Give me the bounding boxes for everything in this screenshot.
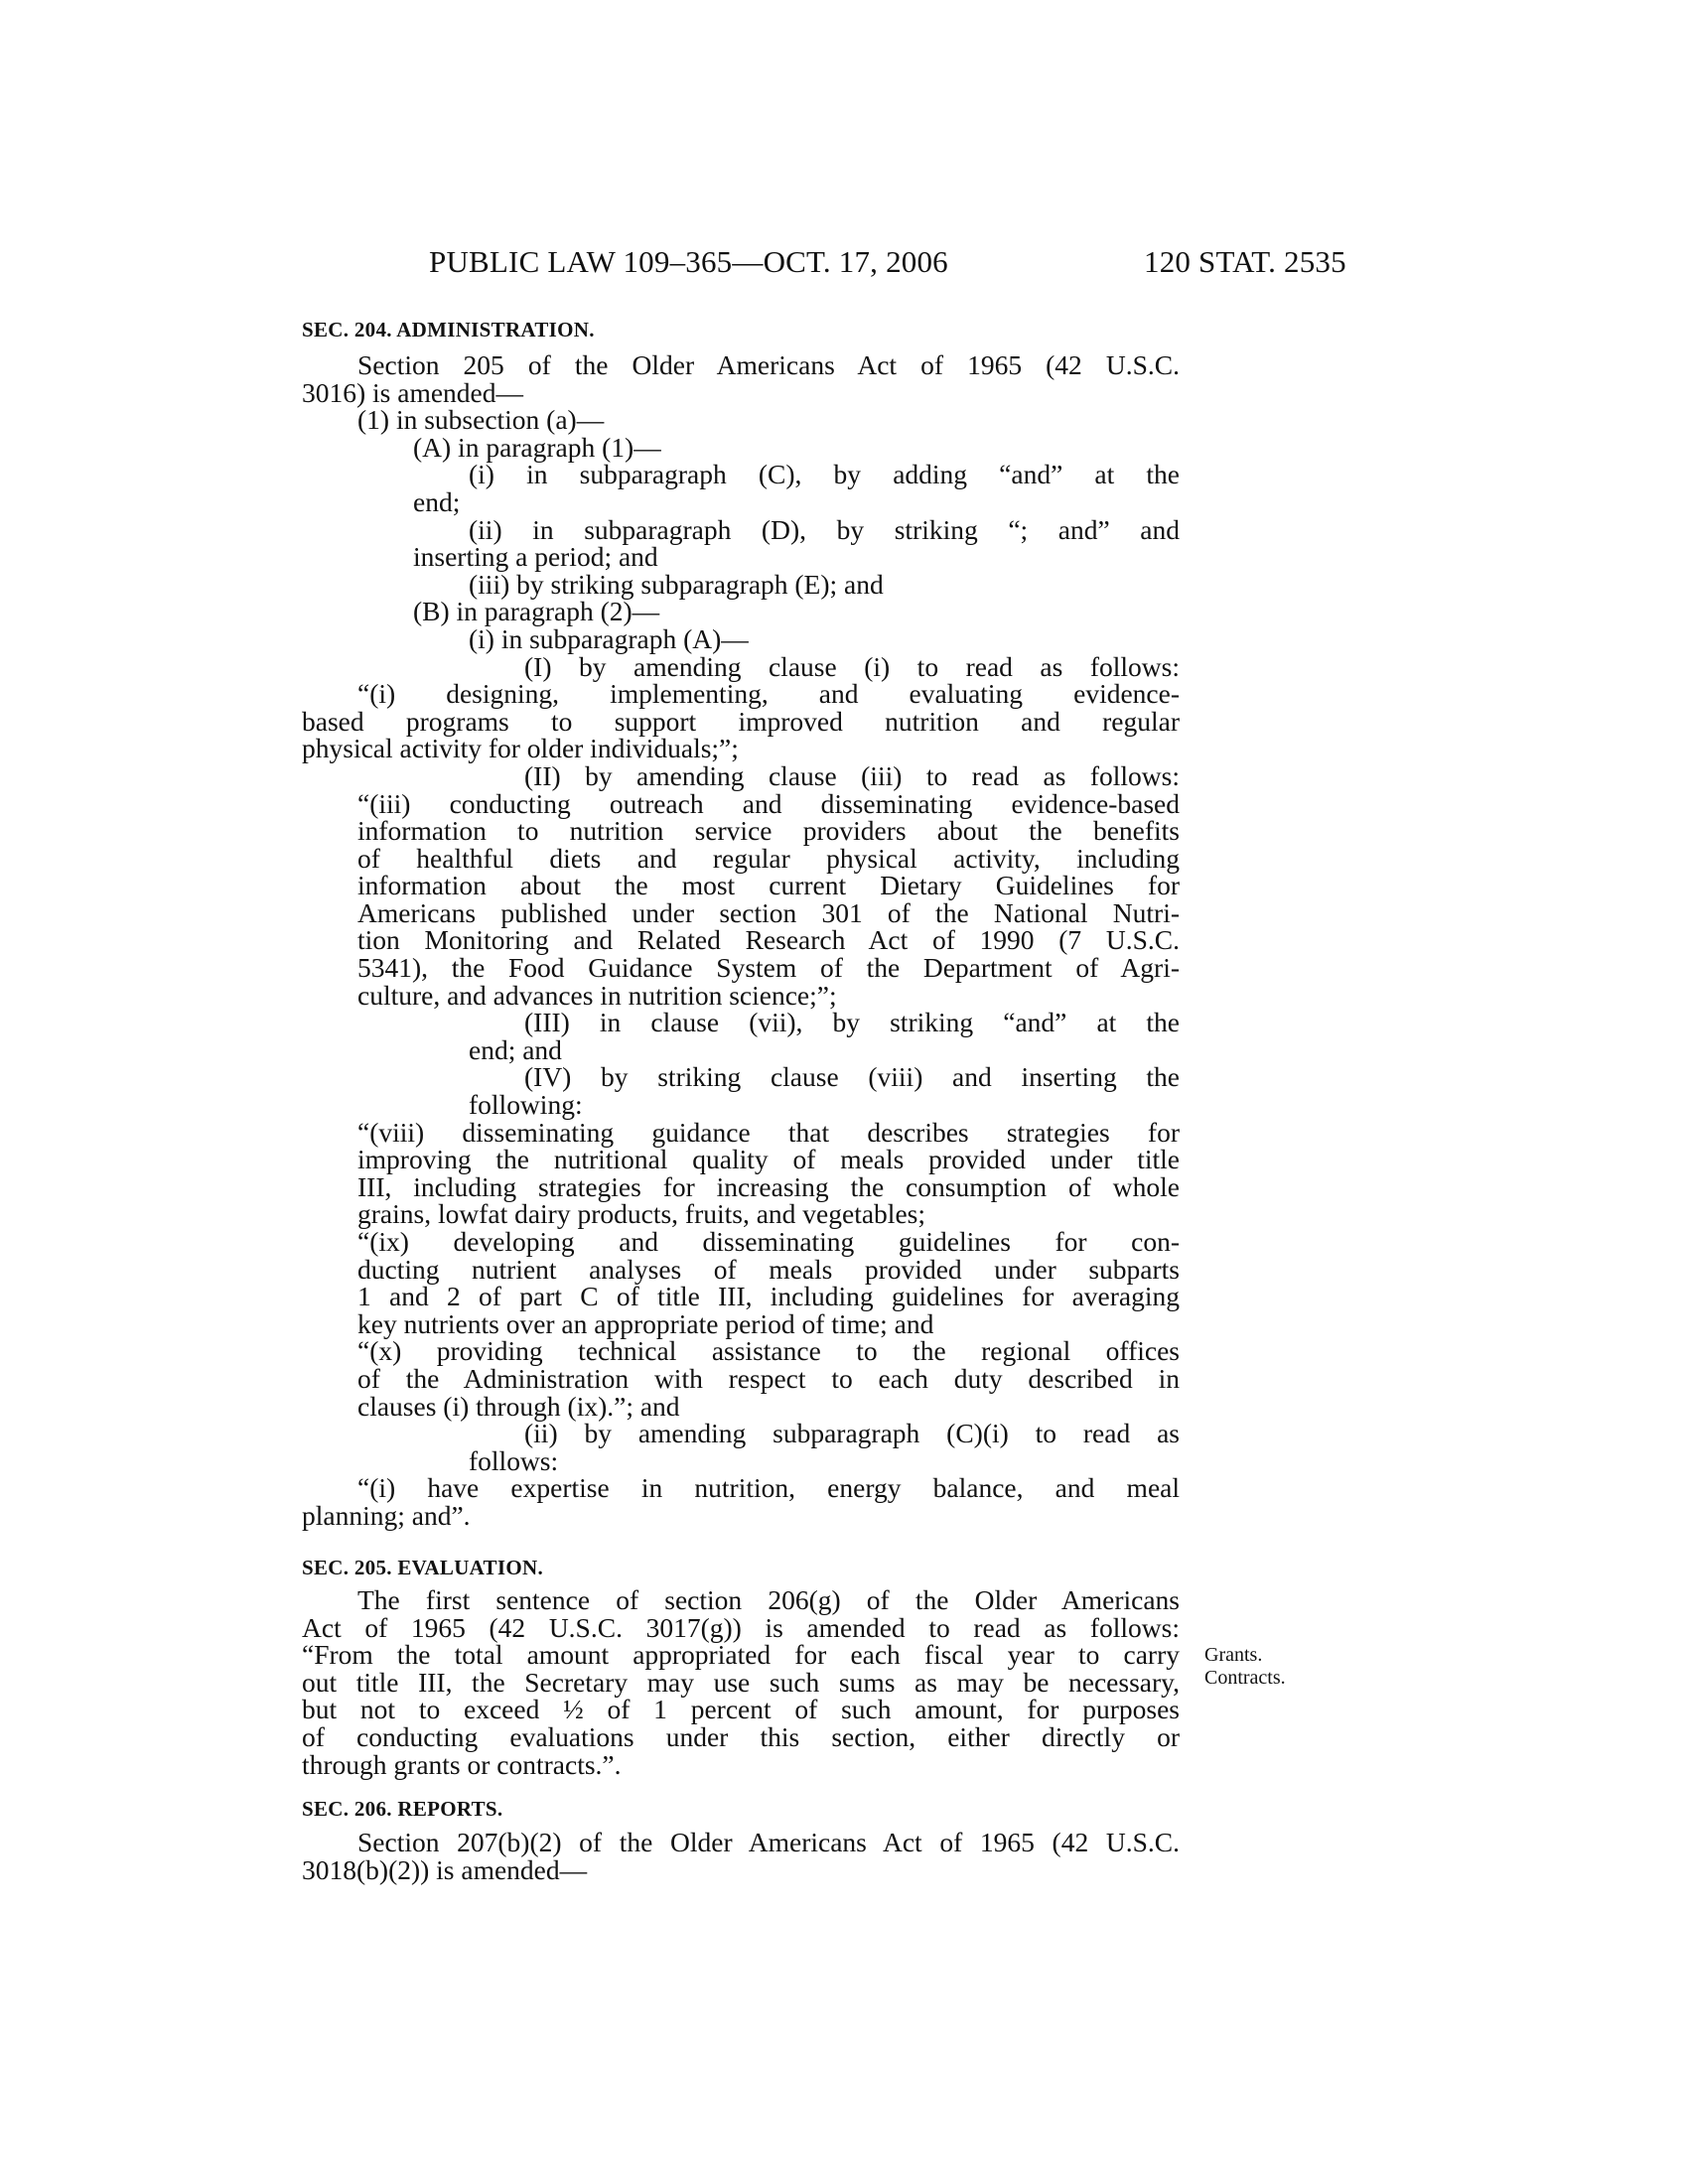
text-line: “From the total amount appropriated for each fiscal year to carry xyxy=(302,1639,1180,1671)
text-line: “(viii) disseminating guidance that describes strategies for xyxy=(357,1116,1180,1148)
text-line: follows: xyxy=(469,1444,559,1476)
section-206-body xyxy=(302,1827,1180,1885)
margin-notes xyxy=(1204,1644,1286,1690)
text-line: (B) in paragraph (2)— xyxy=(413,596,660,627)
text-line: of conducting evaluations under this section, either directly or xyxy=(302,1720,1180,1752)
text-line: end; xyxy=(413,485,461,517)
running-header-title: PUBLIC LAW 109–365—OCT. 17, 2006 xyxy=(429,244,948,279)
text-line: physical activity for older individuals;”; xyxy=(302,733,739,764)
text-line: information about the most current Dietary Guidelines for xyxy=(357,870,1180,901)
text-line: (III) in clause (vii), by striking “and” at the xyxy=(524,1007,1180,1038)
text-line: “(iii) conducting outreach and disseminating evidence-based xyxy=(357,787,1180,819)
text-line: tion Monitoring and Related Research Act of 1990 (7 U.S.C. xyxy=(357,924,1180,956)
text-line: (A) in paragraph (1)— xyxy=(413,431,661,463)
text-line: information to nutrition service providers about the benefits xyxy=(357,815,1180,847)
text-line: “(ix) developing and disseminating guidelines for con- xyxy=(357,1226,1180,1257)
text-line: (IV) by striking clause (viii) and inserting the xyxy=(524,1061,1180,1093)
running-header-page-citation: 120 STAT. 2535 xyxy=(1144,244,1346,279)
text-line: “(i) have expertise in nutrition, energy balance, and meal xyxy=(357,1472,1180,1504)
text-line: of the Administration with respect to each duty described in xyxy=(357,1362,1180,1394)
text-line: (II) by amending clause (iii) to read as follows: xyxy=(524,759,1180,791)
text-line: 1 and 2 of part C of title III, including guidelines for averaging xyxy=(357,1281,1180,1312)
text-line: (I) by amending clause (i) to read as follows: xyxy=(524,650,1180,682)
section-206-heading: SEC. 206. REPORTS. xyxy=(302,1797,503,1821)
text-line: 5341), the Food Guidance System of the Department of Agri- xyxy=(357,952,1180,984)
margin-note: Grants. xyxy=(1204,1644,1263,1666)
text-line: improving the nutritional quality of meals provided under title xyxy=(357,1144,1180,1175)
text-line: “(i) designing, implementing, and evaluating evidence- xyxy=(357,678,1180,710)
text-line: through grants or contracts.”. xyxy=(302,1748,622,1780)
text-line: “(x) providing technical assistance to the regional offices xyxy=(357,1335,1180,1367)
text-line: of healthful diets and regular physical activity, including xyxy=(357,842,1180,874)
text-line: 3018(b)(2)) is amended— xyxy=(302,1853,588,1885)
text-line: (i) in subparagraph (A)— xyxy=(469,622,749,654)
text-line: Act of 1965 (42 U.S.C. 3017(g)) is amended to read as follows: xyxy=(302,1611,1180,1643)
text-line: based programs to support improved nutrition and regular xyxy=(302,705,1180,737)
text-line: (iii) by striking subparagraph (E); and xyxy=(469,568,884,600)
section-205-body xyxy=(302,1584,1180,1780)
margin-note: Contracts. xyxy=(1204,1667,1286,1689)
text-line: (ii) in subparagraph (D), by striking “; and” and xyxy=(469,513,1180,545)
text-line: following: xyxy=(469,1089,583,1121)
text-line: (1) in subsection (a)— xyxy=(357,404,605,436)
text-line: but not to exceed ½ of 1 percent of such amount, for purposes xyxy=(302,1694,1180,1725)
section-205-heading: SEC. 205. EVALUATION. xyxy=(302,1556,543,1579)
text-line: 3016) is amended— xyxy=(302,376,524,408)
text-line: inserting a period; and xyxy=(413,541,658,573)
text-line: III, including strategies for increasing the consumption of whole xyxy=(357,1170,1180,1202)
text-line: grains, lowfat dairy products, fruits, and vegetables; xyxy=(357,1198,925,1230)
text-line: Section 205 of the Older Americans Act of 1965 (42 U.S.C. xyxy=(357,349,1180,380)
text-line: planning; and”. xyxy=(302,1499,471,1531)
text-line: end; and xyxy=(469,1033,562,1065)
text-line: key nutrients over an appropriate period of time; and xyxy=(357,1307,934,1339)
section-204-heading: SEC. 204. ADMINISTRATION. xyxy=(302,318,595,341)
text-line: Americans published under section 301 of the National Nutri- xyxy=(357,896,1180,928)
text-line: The first sentence of section 206(g) of the Older Americans xyxy=(357,1584,1180,1615)
text-line: (i) in subparagraph (C), by adding “and” at the xyxy=(469,459,1180,490)
text-line: Section 207(b)(2) of the Older Americans Act of 1965 (42 U.S.C. xyxy=(357,1827,1180,1857)
text-line: (ii) by amending subparagraph (C)(i) to read as xyxy=(524,1418,1180,1449)
text-line: culture, and advances in nutrition science;”; xyxy=(357,979,837,1011)
text-line: out title III, the Secretary may use such sums as may be necessary, xyxy=(302,1666,1180,1698)
text-line: clauses (i) through (ix).”; and xyxy=(357,1390,680,1422)
text-line: ducting nutrient analyses of meals provided under subparts xyxy=(357,1253,1180,1285)
section-204-body xyxy=(302,349,1180,1531)
